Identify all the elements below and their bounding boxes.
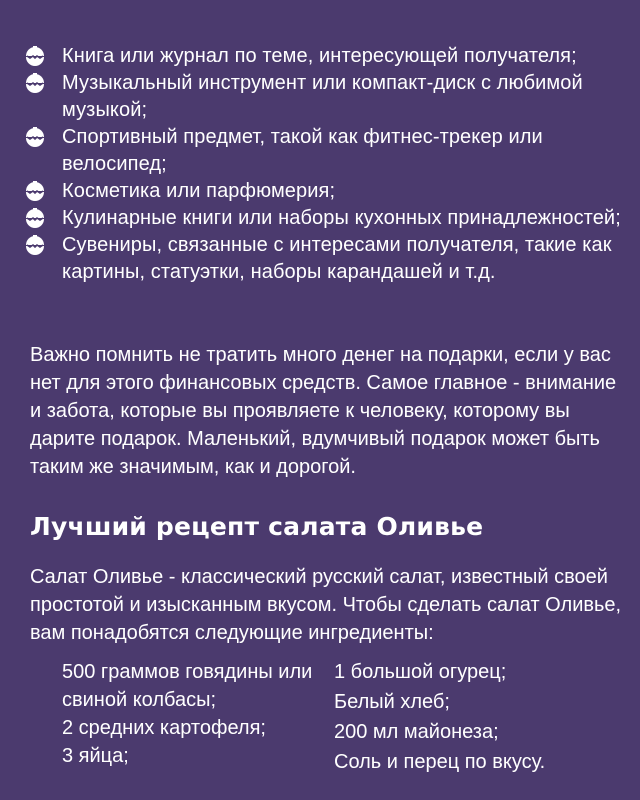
- gift-text: Музыкальный инструмент или компакт-диск с любимой музыкой;: [62, 72, 583, 121]
- ingredient-item: 200 мл майонеза;: [334, 721, 499, 743]
- ingredient-item: 1 большой огурец;: [334, 661, 507, 683]
- ingredient-item: Белый хлеб;: [334, 691, 450, 713]
- advice-paragraph: Важно помнить не тратить много денег на подарки, если у вас нет для этого финансовых средств. Самое главное - внимание и забота, которые вы проявляете к человеку, которому вы дарите подарок. Маленький, вдумчивый подарок может быть таким же значимым, как и дорогой.: [30, 344, 617, 478]
- gift-text: Косметика или парфюмерия;: [62, 180, 336, 202]
- ingredient-item: 500 граммов говядины или свиной колбасы;: [62, 661, 313, 711]
- christmas-ornament-icon: [24, 45, 46, 67]
- ingredient-item: 3 яйца;: [62, 745, 129, 767]
- gift-text: Книга или журнал по теме, интересующей получателя;: [62, 45, 577, 67]
- christmas-ornament-icon: [24, 72, 46, 94]
- recipe-intro: Салат Оливье - классический русский салат, известный своей простотой и изысканным вкусом. Чтобы сделать салат Оливье, вам понадобятся следующие ингредиенты:: [30, 566, 622, 644]
- ingredient-item: 2 средних картофеля;: [62, 717, 266, 739]
- ingredient-item: Соль и перец по вкусу.: [334, 751, 546, 773]
- gift-list: [24, 43, 636, 286]
- ingredients-list-left: [62, 658, 322, 770]
- gift-list-item: [24, 43, 636, 70]
- christmas-ornament-icon: [24, 180, 46, 202]
- gift-list-item: [24, 232, 636, 286]
- gift-text: Сувениры, связанные с интересами получателя, такие как картины, статуэтки, наборы карандашей и т.д.: [62, 234, 612, 283]
- gift-list-item: [24, 70, 636, 124]
- gift-list-item: [24, 205, 636, 232]
- christmas-ornament-icon: [24, 207, 46, 229]
- christmas-ornament-icon: [24, 234, 46, 256]
- gift-text: Спортивный предмет, такой как фитнес-трекер или велосипед;: [62, 126, 543, 175]
- gift-list-item: [24, 124, 636, 178]
- gift-list-item: [24, 178, 636, 205]
- recipe-title: Лучший рецепт салата Оливье: [30, 512, 484, 541]
- christmas-ornament-icon: [24, 126, 46, 148]
- gift-text: Кулинарные книги или наборы кухонных принадлежностей;: [62, 207, 621, 229]
- ingredients-list-right: [334, 658, 624, 778]
